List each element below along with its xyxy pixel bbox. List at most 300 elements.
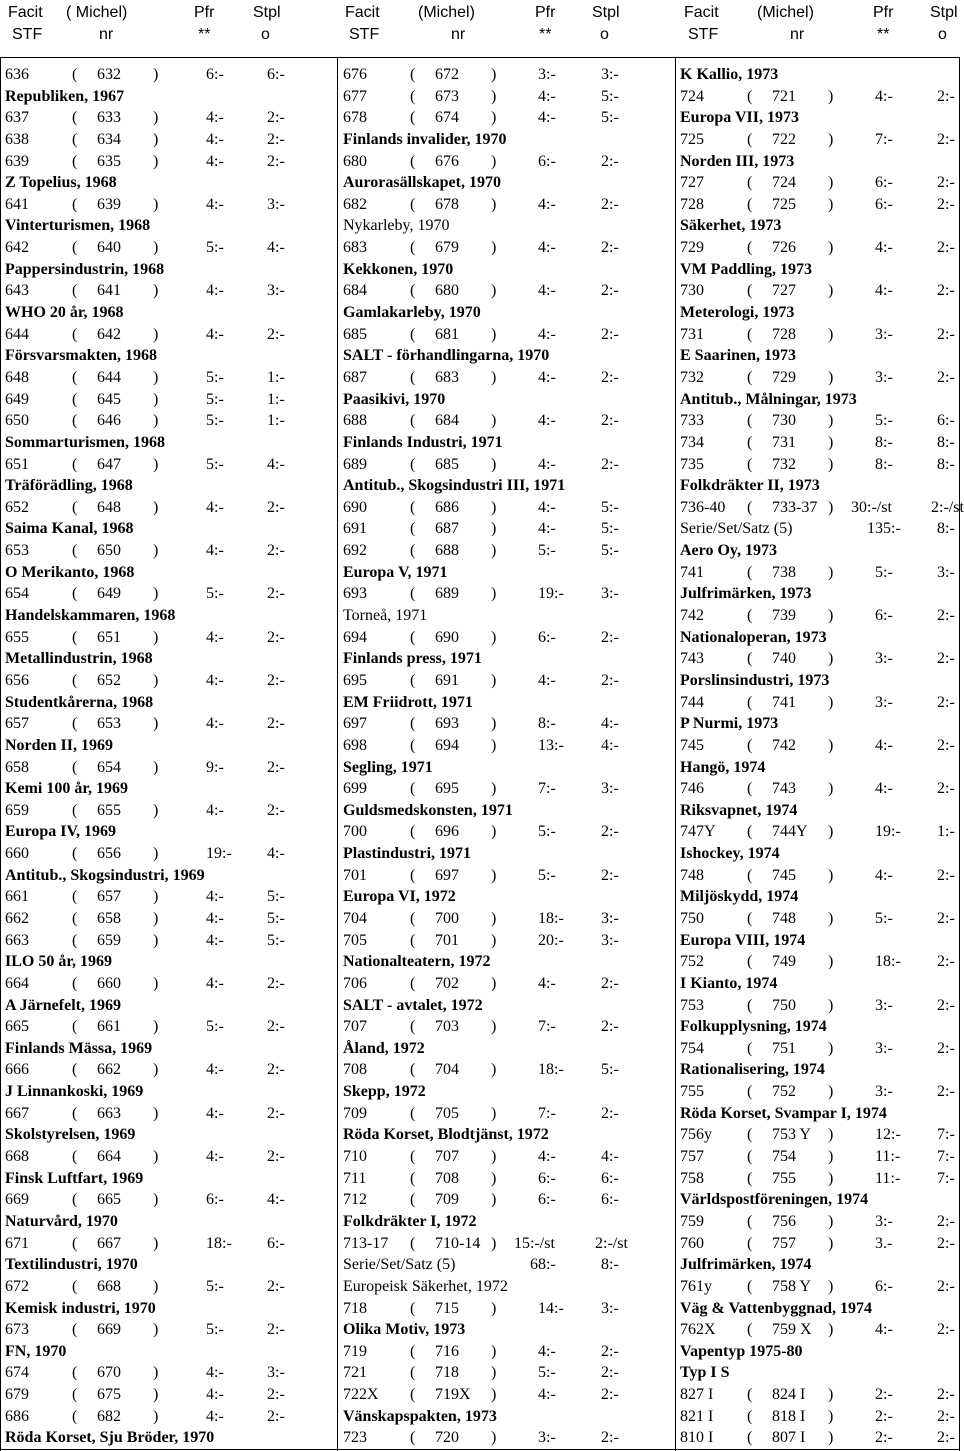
issue-title: E Saarinen, 1973	[680, 347, 797, 365]
price-used: 2:-	[267, 628, 285, 646]
price-unused: 7:-	[538, 1018, 556, 1036]
stamp-row	[343, 64, 673, 86]
price-unused: 4:-	[538, 239, 556, 257]
open-paren: (	[410, 455, 416, 473]
header-stf-label: STF	[12, 26, 43, 43]
open-paren: (	[747, 1321, 753, 1339]
close-paren: )	[491, 866, 497, 884]
michel-number: 645	[97, 390, 121, 408]
facit-number: 708	[343, 1061, 367, 1079]
open-paren: (	[72, 1191, 78, 1209]
michel-number: 689	[435, 585, 459, 603]
price-unused: 4:-	[206, 152, 224, 170]
price-used: 5:-	[267, 888, 285, 906]
facit-number: 636	[5, 66, 29, 83]
issue-title: Finsk Luftfart, 1969	[5, 1169, 144, 1187]
price-unused: 4:-	[538, 671, 556, 689]
issue-title: I Kianto, 1974	[680, 974, 778, 992]
price-used: 2:-	[601, 823, 619, 841]
issue-title: Sommarturismen, 1968	[5, 433, 165, 451]
facit-number: 658	[5, 758, 29, 776]
issue-title: J Linnankoski, 1969	[5, 1083, 144, 1101]
header-pfr-label: Pfr	[194, 4, 215, 21]
header-stpl-label: Stpl	[592, 4, 620, 21]
facit-number: 671	[5, 1234, 29, 1252]
price-used: 2:-	[937, 325, 955, 343]
header-michel-label: (Michel)	[418, 4, 475, 21]
facit-number: 668	[5, 1148, 29, 1166]
open-paren: (	[410, 239, 416, 257]
price-used: 2:-	[267, 1148, 285, 1166]
facit-number: 673	[5, 1321, 29, 1339]
issue-title: Träförädling, 1968	[5, 477, 133, 495]
facit-number: 821 I	[680, 1407, 714, 1425]
price-used: 2:-	[601, 412, 619, 430]
open-paren: (	[72, 974, 78, 992]
open-paren: (	[747, 195, 753, 213]
stamp-row	[343, 1233, 673, 1255]
price-unused: 4:-	[875, 736, 893, 754]
price-used: 2:-	[267, 671, 285, 689]
michel-number: 696	[435, 823, 459, 841]
price-used: 1:-	[267, 412, 285, 430]
price-used: 2:-	[937, 650, 955, 668]
michel-number: 674	[435, 109, 459, 127]
issue-title: Folkdräkter I, 1972	[343, 1212, 477, 1230]
close-paren: )	[828, 780, 834, 798]
issue-title: Europa VII, 1973	[680, 109, 799, 127]
issue-title: Folkdräkter II, 1973	[680, 477, 820, 495]
michel-number: 663	[97, 1104, 121, 1122]
issue-title: P Nurmi, 1973	[680, 715, 779, 733]
price-used: 3:-	[937, 563, 955, 581]
open-paren: (	[747, 412, 753, 430]
price-used: 2:-	[937, 1083, 955, 1101]
stamp-row	[5, 151, 335, 173]
issue-title: Röda Korset, Sju Bröder, 1970	[5, 1429, 215, 1447]
stamp-row	[343, 280, 673, 302]
price-unused: 3:-	[875, 693, 893, 711]
facit-number: 666	[5, 1061, 29, 1079]
open-paren: (	[72, 1234, 78, 1252]
close-paren: )	[153, 1104, 159, 1122]
header-stpl-mark-label: o	[938, 26, 947, 43]
issue-title: Röda Korset, Svampar I, 1974	[680, 1104, 887, 1122]
michel-number: 695	[435, 780, 459, 798]
michel-number: 667	[97, 1234, 121, 1252]
header-stf-label: STF	[349, 26, 380, 43]
open-paren: (	[72, 130, 78, 148]
price-unused: 5:-	[206, 239, 224, 257]
issue-title: A Järnefelt, 1969	[5, 996, 121, 1014]
close-paren: )	[153, 1061, 159, 1079]
open-paren: (	[72, 845, 78, 863]
open-paren: (	[72, 325, 78, 343]
stamp-row	[680, 908, 958, 930]
price-used: 5:-	[601, 520, 619, 538]
michel-number: 738	[772, 563, 796, 581]
facit-number: 757	[680, 1148, 704, 1166]
facit-number: 732	[680, 368, 704, 386]
stamp-row	[5, 1276, 335, 1298]
facit-number: 699	[343, 780, 367, 798]
price-unused: 5:-	[206, 1018, 224, 1036]
close-paren: )	[153, 195, 159, 213]
open-paren: (	[410, 1342, 416, 1360]
price-used: 2:-	[267, 1018, 285, 1036]
facit-number: 724	[680, 87, 704, 105]
facit-number: 761y	[680, 1277, 712, 1295]
price-used: 8:-	[937, 455, 955, 473]
header-stpl-mark-label: o	[600, 26, 609, 43]
stamp-row	[5, 280, 335, 302]
price-used: 2:-	[601, 282, 619, 300]
issue-title: Antitub., Skogsindustri III, 1971	[343, 477, 566, 495]
issue-title: O Merikanto, 1968	[5, 563, 135, 581]
open-paren: (	[747, 607, 753, 625]
stamp-row	[343, 1189, 673, 1211]
facit-number: 669	[5, 1191, 29, 1209]
issue-title: Antitub., Skogsindustri, 1969	[5, 866, 205, 884]
price-unused: 4:-	[206, 542, 224, 560]
open-paren: (	[747, 693, 753, 711]
price-used: 2:-	[937, 1429, 955, 1447]
close-paren: )	[491, 974, 497, 992]
price-unused: 3:-	[875, 1083, 893, 1101]
price-used: 5:-	[267, 931, 285, 949]
price-used: 3:-	[267, 1364, 285, 1382]
michel-number: 649	[97, 585, 121, 603]
stamp-row	[343, 1341, 673, 1363]
stamp-row	[5, 1059, 335, 1081]
price-used: 3:-	[601, 909, 619, 927]
stamp-row	[680, 735, 958, 757]
stamp-row	[5, 389, 335, 411]
price-used: 4:-	[267, 845, 285, 863]
close-paren: )	[153, 109, 159, 127]
price-used: 2:-	[601, 152, 619, 170]
close-paren: )	[153, 239, 159, 257]
price-used: 6:-	[937, 412, 955, 430]
price-unused: 3:-	[875, 1212, 893, 1230]
michel-number: 715	[435, 1299, 459, 1317]
stamp-row	[5, 886, 335, 908]
facit-number: 662	[5, 909, 29, 927]
close-paren: )	[491, 66, 497, 83]
close-paren: )	[828, 433, 834, 451]
facit-number: 695	[343, 671, 367, 689]
open-paren: (	[410, 1148, 416, 1166]
stamp-row	[343, 973, 673, 995]
open-paren: (	[747, 866, 753, 884]
michel-number: 705	[435, 1104, 459, 1122]
price-used: 5:-	[601, 109, 619, 127]
issue-title: FN, 1970	[5, 1342, 67, 1360]
facit-number: 639	[5, 152, 29, 170]
price-unused: 4:-	[538, 109, 556, 127]
stamp-row	[343, 908, 673, 930]
header-nr-label: nr	[99, 26, 114, 43]
michel-number: 655	[97, 801, 121, 819]
issue-title: Norden II, 1969	[5, 736, 114, 754]
price-unused: 4:-	[875, 239, 893, 257]
price-unused: 18:-	[206, 1234, 232, 1252]
price-unused: 4:-	[206, 931, 224, 949]
price-used: 4:-	[601, 736, 619, 754]
price-used: 2:-	[937, 174, 955, 192]
price-used: 2:-	[601, 1364, 619, 1382]
michel-number: 728	[772, 325, 796, 343]
michel-number: 653	[97, 715, 121, 733]
facit-number: 750	[680, 909, 704, 927]
price-unused: 4:-	[206, 1364, 224, 1382]
facit-number: 672	[5, 1277, 29, 1295]
close-paren: )	[491, 1061, 497, 1079]
header-divider	[0, 57, 960, 58]
facit-number: 641	[5, 195, 29, 213]
facit-number: 685	[343, 325, 367, 343]
price-used: 8:-	[937, 433, 955, 451]
stamp-row	[680, 951, 958, 973]
michel-number: 701	[435, 931, 459, 949]
open-paren: (	[410, 1386, 416, 1404]
issue-title: Julfrimärken, 1974	[680, 1256, 812, 1274]
facit-number: 734	[680, 433, 704, 451]
facit-number: 649	[5, 390, 29, 408]
facit-number: 643	[5, 282, 29, 300]
price-unused: 5:-	[538, 542, 556, 560]
open-paren: (	[72, 1364, 78, 1382]
michel-number: 672	[435, 66, 459, 83]
close-paren: )	[828, 498, 834, 516]
price-used: 2:-	[267, 1104, 285, 1122]
michel-number: 740	[772, 650, 796, 668]
michel-number: 697	[435, 866, 459, 884]
facit-number: 701	[343, 866, 367, 884]
michel-number: 664	[97, 1148, 121, 1166]
issue-title: Aurorasällskapet, 1970	[343, 174, 501, 192]
stamp-row	[680, 692, 958, 714]
close-paren: )	[491, 823, 497, 841]
stamp-row	[5, 1319, 335, 1341]
issue-title: Finlands Mässa, 1969	[5, 1039, 153, 1057]
facit-number: 755	[680, 1083, 704, 1101]
open-paren: (	[747, 780, 753, 798]
stamp-row	[5, 1362, 335, 1384]
close-paren: )	[153, 931, 159, 949]
open-paren: (	[410, 282, 416, 300]
facit-number: 746	[680, 780, 704, 798]
stamp-row	[680, 1124, 958, 1146]
facit-number: 679	[5, 1386, 29, 1404]
price-used: 7:-	[937, 1169, 955, 1187]
price-used: 2:-	[267, 1407, 285, 1425]
facit-number: 719	[343, 1342, 367, 1360]
price-used: 3:-	[267, 195, 285, 213]
michel-number: 727	[772, 282, 796, 300]
price-unused: 18:-	[538, 1061, 564, 1079]
price-used: 2:-	[937, 909, 955, 927]
michel-number: 702	[435, 974, 459, 992]
open-paren: (	[72, 1104, 78, 1122]
price-unused: 5:-	[875, 563, 893, 581]
price-unused: 3:-	[538, 1429, 556, 1447]
close-paren: )	[828, 1126, 834, 1144]
issue-title: Väg & Vattenbyggnad, 1974	[680, 1299, 873, 1317]
michel-number: 652	[97, 671, 121, 689]
open-paren: (	[410, 1191, 416, 1209]
michel-number: 676	[435, 152, 459, 170]
issue-title: Rationalisering, 1974	[680, 1061, 825, 1079]
facit-number: 684	[343, 282, 367, 300]
michel-number: 755	[772, 1169, 796, 1187]
michel-number: 721	[772, 87, 796, 105]
price-unused: 2:-	[875, 1429, 893, 1447]
stamp-row	[680, 172, 958, 194]
michel-number: 668	[97, 1277, 121, 1295]
price-unused: 4:-	[206, 195, 224, 213]
open-paren: (	[747, 1169, 753, 1187]
open-paren: (	[72, 715, 78, 733]
price-unused: 4:-	[538, 282, 556, 300]
price-used: 2:-	[267, 325, 285, 343]
michel-number: 675	[97, 1386, 121, 1404]
facit-number: 727	[680, 174, 704, 192]
close-paren: )	[153, 1191, 159, 1209]
close-paren: )	[491, 909, 497, 927]
price-unused: 4:-	[538, 325, 556, 343]
issue-title: Nationalteatern, 1972	[343, 953, 491, 971]
price-unused: 4:-	[538, 1386, 556, 1404]
column-divider-1	[337, 58, 338, 1451]
michel-number: 742	[772, 736, 796, 754]
open-paren: (	[72, 1061, 78, 1079]
michel-number: 685	[435, 455, 459, 473]
facit-number: 723	[343, 1429, 367, 1447]
issue-title: Z Topelius, 1968	[5, 174, 117, 192]
price-used: 2:-	[937, 368, 955, 386]
price-used: 2:-	[937, 953, 955, 971]
catalog-column-3	[680, 64, 964, 1449]
michel-number: 732	[772, 455, 796, 473]
facit-number: 718	[343, 1299, 367, 1317]
facit-number: 656	[5, 671, 29, 689]
open-paren: (	[410, 520, 416, 538]
stamp-row	[343, 540, 673, 562]
issue-title: Typ I S	[680, 1364, 730, 1382]
stamp-row	[680, 1038, 958, 1060]
header-pfr-mark-label: **	[877, 26, 890, 43]
price-unused: 6:-	[538, 1169, 556, 1187]
michel-number: 660	[97, 974, 121, 992]
stamp-row	[5, 1146, 335, 1168]
price-unused: 4:-	[538, 412, 556, 430]
stamp-row	[343, 627, 673, 649]
michel-number: 683	[435, 368, 459, 386]
michel-number: 693	[435, 715, 459, 733]
facit-number: 752	[680, 953, 704, 971]
issue-title: Åland, 1972	[343, 1039, 425, 1057]
price-unused: 6:-	[538, 628, 556, 646]
close-paren: )	[828, 1321, 834, 1339]
open-paren: (	[72, 931, 78, 949]
facit-number: 742	[680, 607, 704, 625]
price-unused: 4:-	[206, 498, 224, 516]
close-paren: )	[491, 542, 497, 560]
price-used: 2:-	[937, 693, 955, 711]
price-unused: 4:-	[206, 1104, 224, 1122]
close-paren: )	[153, 368, 159, 386]
issue-title: Europa IV, 1969	[5, 823, 116, 841]
facit-number: 748	[680, 866, 704, 884]
price-unused: 5:-	[206, 585, 224, 603]
open-paren: (	[72, 368, 78, 386]
close-paren: )	[828, 953, 834, 971]
close-paren: )	[828, 174, 834, 192]
stamp-row	[5, 843, 335, 865]
stamp-row	[5, 757, 335, 779]
stamp-row	[343, 324, 673, 346]
facit-number: 697	[343, 715, 367, 733]
michel-number: 758 Y	[772, 1277, 811, 1295]
michel-number: 726	[772, 239, 796, 257]
price-used: 3:-	[601, 931, 619, 949]
header-facit-label: Facit	[345, 4, 380, 21]
price-used: 7:-	[937, 1126, 955, 1144]
michel-number: 807 I	[772, 1429, 806, 1447]
price-unused: 4:-	[206, 282, 224, 300]
stamp-row	[680, 995, 958, 1017]
michel-number: 656	[97, 845, 121, 863]
close-paren: )	[828, 1039, 834, 1057]
header-nr-label: nr	[790, 26, 805, 43]
facit-number: 693	[343, 585, 367, 603]
close-paren: )	[153, 758, 159, 776]
price-used: 2:-	[267, 715, 285, 733]
close-paren: )	[828, 195, 834, 213]
michel-number: 694	[435, 736, 459, 754]
close-paren: )	[491, 628, 497, 646]
issue-title: Torneå, 1971	[343, 607, 428, 625]
stamp-row	[5, 237, 335, 259]
price-used: 3:-	[601, 66, 619, 83]
price-used: 2:-	[601, 1342, 619, 1360]
close-paren: )	[828, 996, 834, 1014]
close-paren: )	[828, 282, 834, 300]
facit-number: 722X	[343, 1386, 379, 1404]
facit-number: 637	[5, 109, 29, 127]
close-paren: )	[491, 498, 497, 516]
open-paren: (	[747, 823, 753, 841]
price-unused: 3:-	[875, 325, 893, 343]
price-unused: 6:-	[875, 195, 893, 213]
stamp-row	[5, 670, 335, 692]
close-paren: )	[153, 1234, 159, 1252]
close-paren: )	[153, 325, 159, 343]
open-paren: (	[410, 909, 416, 927]
michel-number: 665	[97, 1191, 121, 1209]
issue-title: Försvarsmakten, 1968	[5, 347, 157, 365]
michel-number: 657	[97, 888, 121, 906]
facit-number: 743	[680, 650, 704, 668]
facit-number: 644	[5, 325, 29, 343]
open-paren: (	[410, 585, 416, 603]
issue-title: Gamlakarleby, 1970	[343, 304, 481, 322]
close-paren: )	[153, 412, 159, 430]
open-paren: (	[72, 455, 78, 473]
price-unused: 5:-	[206, 1277, 224, 1295]
issue-title: Republiken, 1967	[5, 87, 125, 105]
